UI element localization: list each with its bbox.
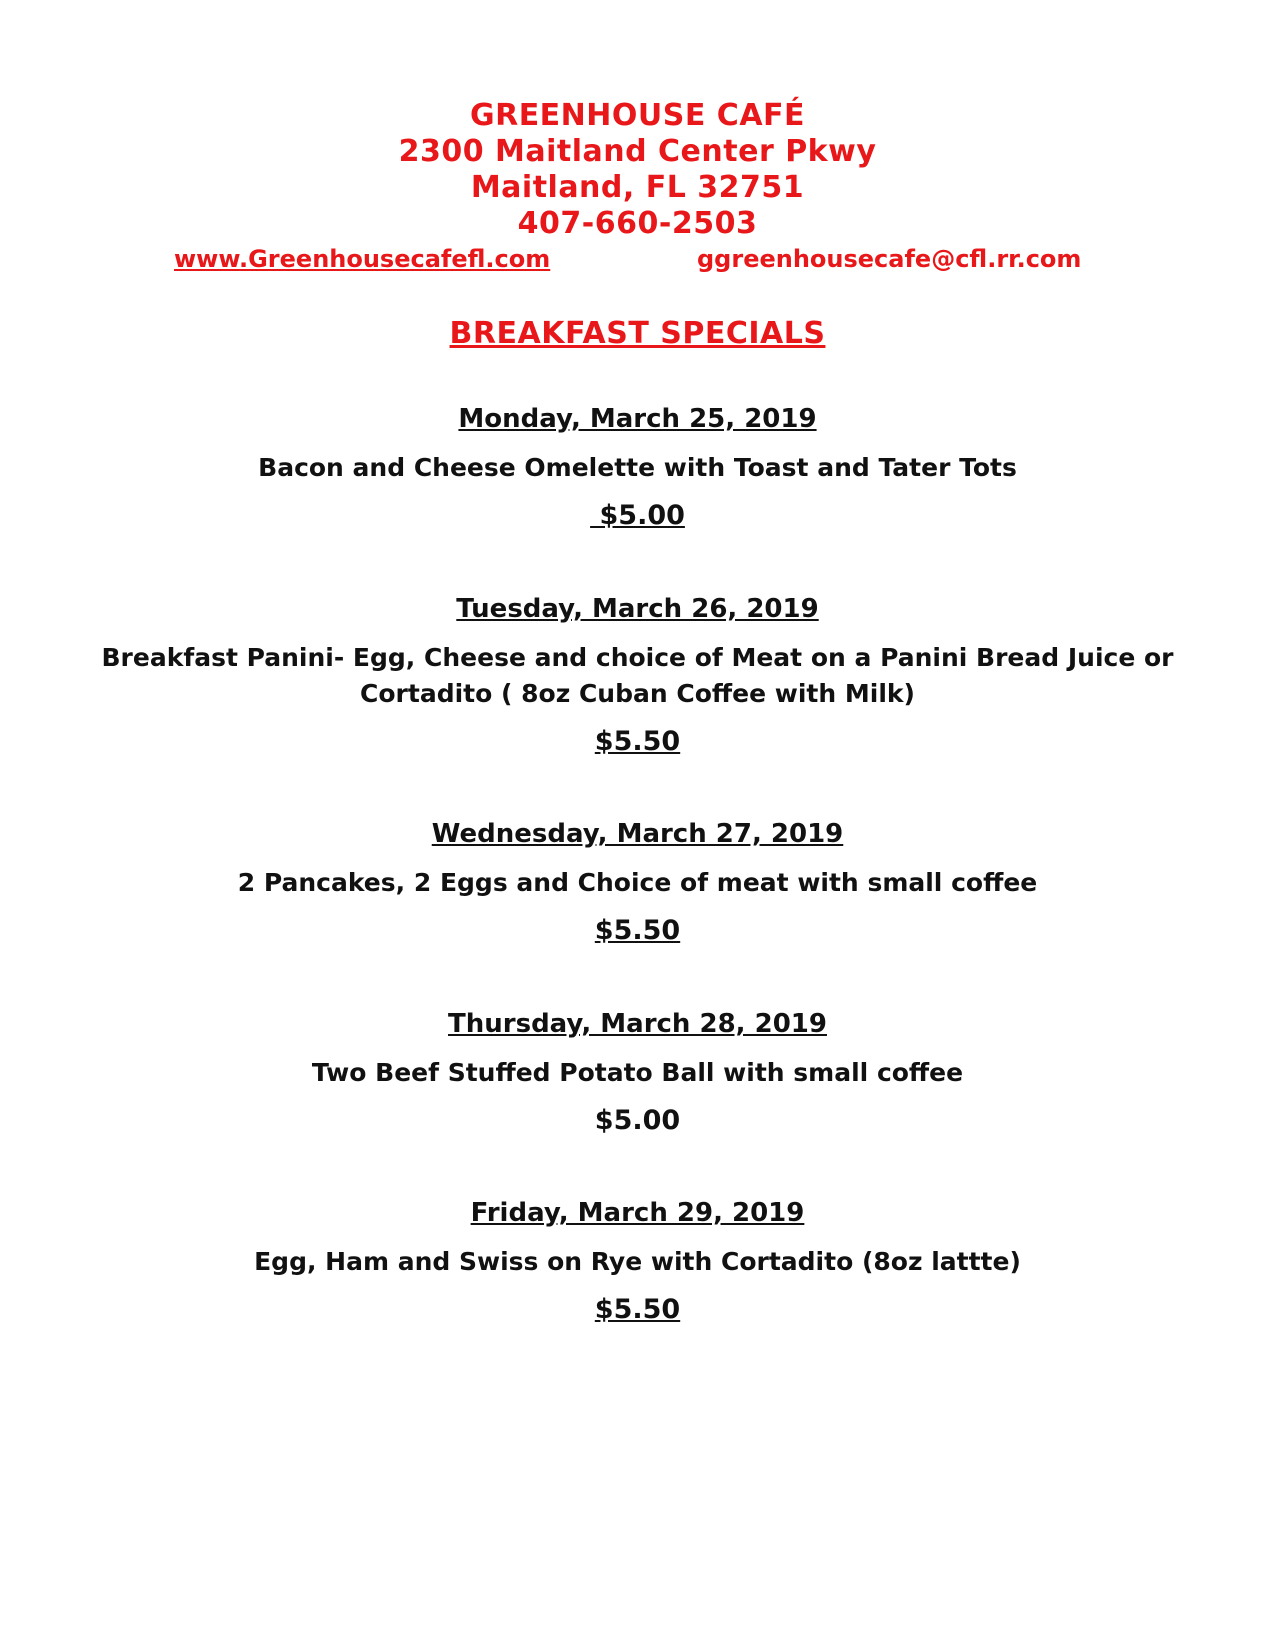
website-link[interactable]: www.Greenhousecafefl.com [174,245,551,273]
cafe-name: GREENHOUSE CAFÉ [469,98,806,133]
special-monday [0,402,1275,534]
special-price: $5.50 [594,915,681,946]
section-title: BREAKFAST SPECIALS [449,316,826,351]
special-price: $5.50 [594,726,681,757]
cafe-phone: 407-660-2503 [517,206,758,241]
special-day: Monday, March 25, 2019 [458,404,817,434]
special-price: $5.50 [594,1294,681,1325]
special-day: Thursday, March 28, 2019 [448,1009,827,1039]
cafe-street: 2300 Maitland Center Pkwy [398,134,877,169]
special-day: Wednesday, March 27, 2019 [431,819,844,849]
special-price: $5.00 [594,1105,681,1136]
cafe-city: Maitland, FL 32751 [470,170,805,205]
special-day: Friday, March 29, 2019 [470,1198,805,1228]
special-thursday [0,1007,1275,1139]
special-description: Egg, Ham and Swiss on Rye with Cortadito (8oz lattte) [254,1247,1021,1276]
special-description: Breakfast Panini- Egg, Cheese and choice of Meat on a Panini Bread Juice or Cortadito ( 8oz Cuban Coffee with Milk) [101,643,1174,708]
special-description: 2 Pancakes, 2 Eggs and Choice of meat with small coffee [237,868,1038,897]
special-tuesday [0,592,1275,760]
special-wednesday [0,817,1275,949]
special-day: Tuesday, March 26, 2019 [456,594,819,624]
email-address: ggreenhousecafe@cfl.rr.com [697,245,1082,273]
contact-row [0,244,1275,278]
special-price: $5.00 [590,500,685,531]
special-description: Two Beef Stuffed Potato Ball with small coffee [311,1058,964,1087]
special-friday [0,1196,1275,1328]
cafe-header [0,98,1275,242]
special-description: Bacon and Cheese Omelette with Toast and Tater Tots [258,453,1017,482]
